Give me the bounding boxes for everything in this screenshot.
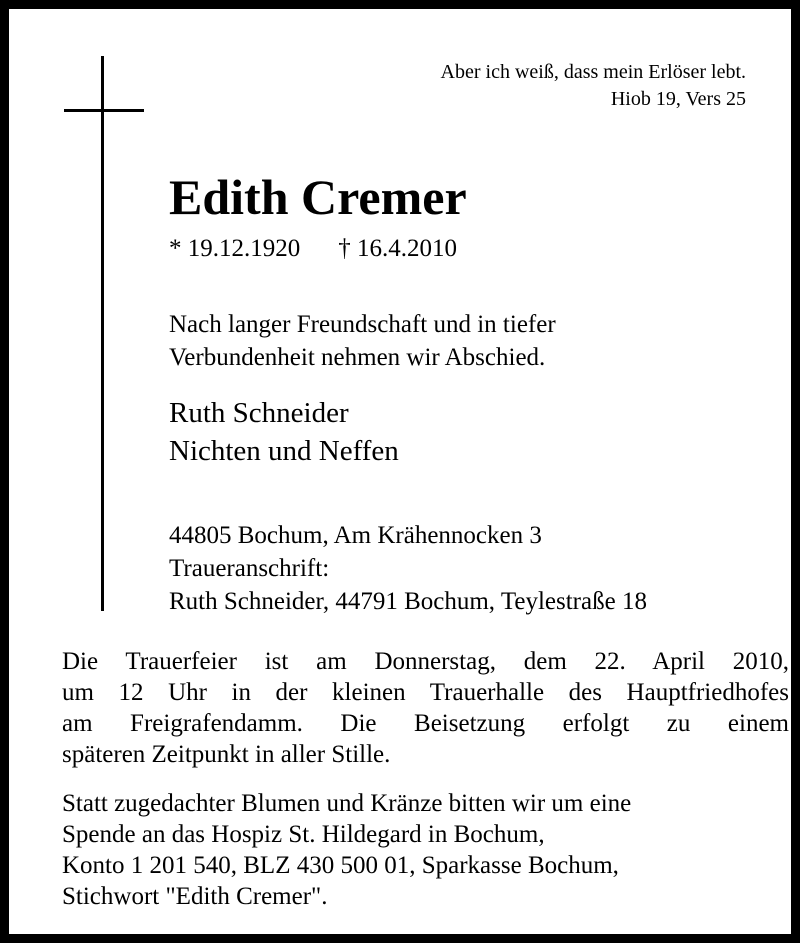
donation-line: Konto 1 201 540, BLZ 430 500 01, Sparkasse Bochum, [62,852,619,879]
ceremony-line: Die Trauerfeier ist am Donnerstag, dem 22. April 2010, [62,648,789,675]
epigraph-quote: Aber ich weiß, dass mein Erlöser lebt. [440,61,746,83]
ceremony-text [62,646,789,770]
mourning-address: Ruth Schneider, 44791 Bochum, Teylestraße 18 [169,588,647,615]
life-dates [169,233,457,265]
ceremony-line: späteren Zeitpunkt in aller Stille. [62,741,391,768]
farewell-line: Verbundenheit nehmen wir Abschied. [169,344,546,371]
donation-line: Statt zugedachter Blumen und Kränze bitten wir um eine [62,790,632,817]
epigraph-source: Hiob 19, Vers 25 [610,88,746,110]
mourning-address-label: Traueranschrift: [169,555,330,582]
mourner-relatives: Nichten und Neffen [169,435,399,467]
deceased-name: Edith Cremer [169,169,467,225]
cross-icon-vertical-bar [101,56,104,611]
mourner-name: Ruth Schneider [169,397,349,429]
donation-line: Stichwort "Edith Cremer". [62,883,328,910]
death-date: † 16.4.2010 [338,235,457,262]
donation-request [62,788,631,912]
ceremony-line: am Freigrafendamm. Die Beisetzung erfolgt zu einem [62,710,789,737]
bible-epigraph [441,59,746,113]
address-block [169,519,647,618]
mourners [169,394,399,470]
farewell-text [169,308,556,374]
farewell-line: Nach langer Freundschaft und in tiefer [169,311,556,338]
place-address: 44805 Bochum, Am Krähennocken 3 [169,522,542,549]
birth-date: * 19.12.1920 [169,235,301,262]
donation-line: Spende an das Hospiz St. Hildegard in Bochum, [62,821,545,848]
ceremony-line: um 12 Uhr in der kleinen Trauerhalle des Hauptfriedhofes [62,679,789,706]
cross-icon-horizontal-bar [64,109,144,112]
